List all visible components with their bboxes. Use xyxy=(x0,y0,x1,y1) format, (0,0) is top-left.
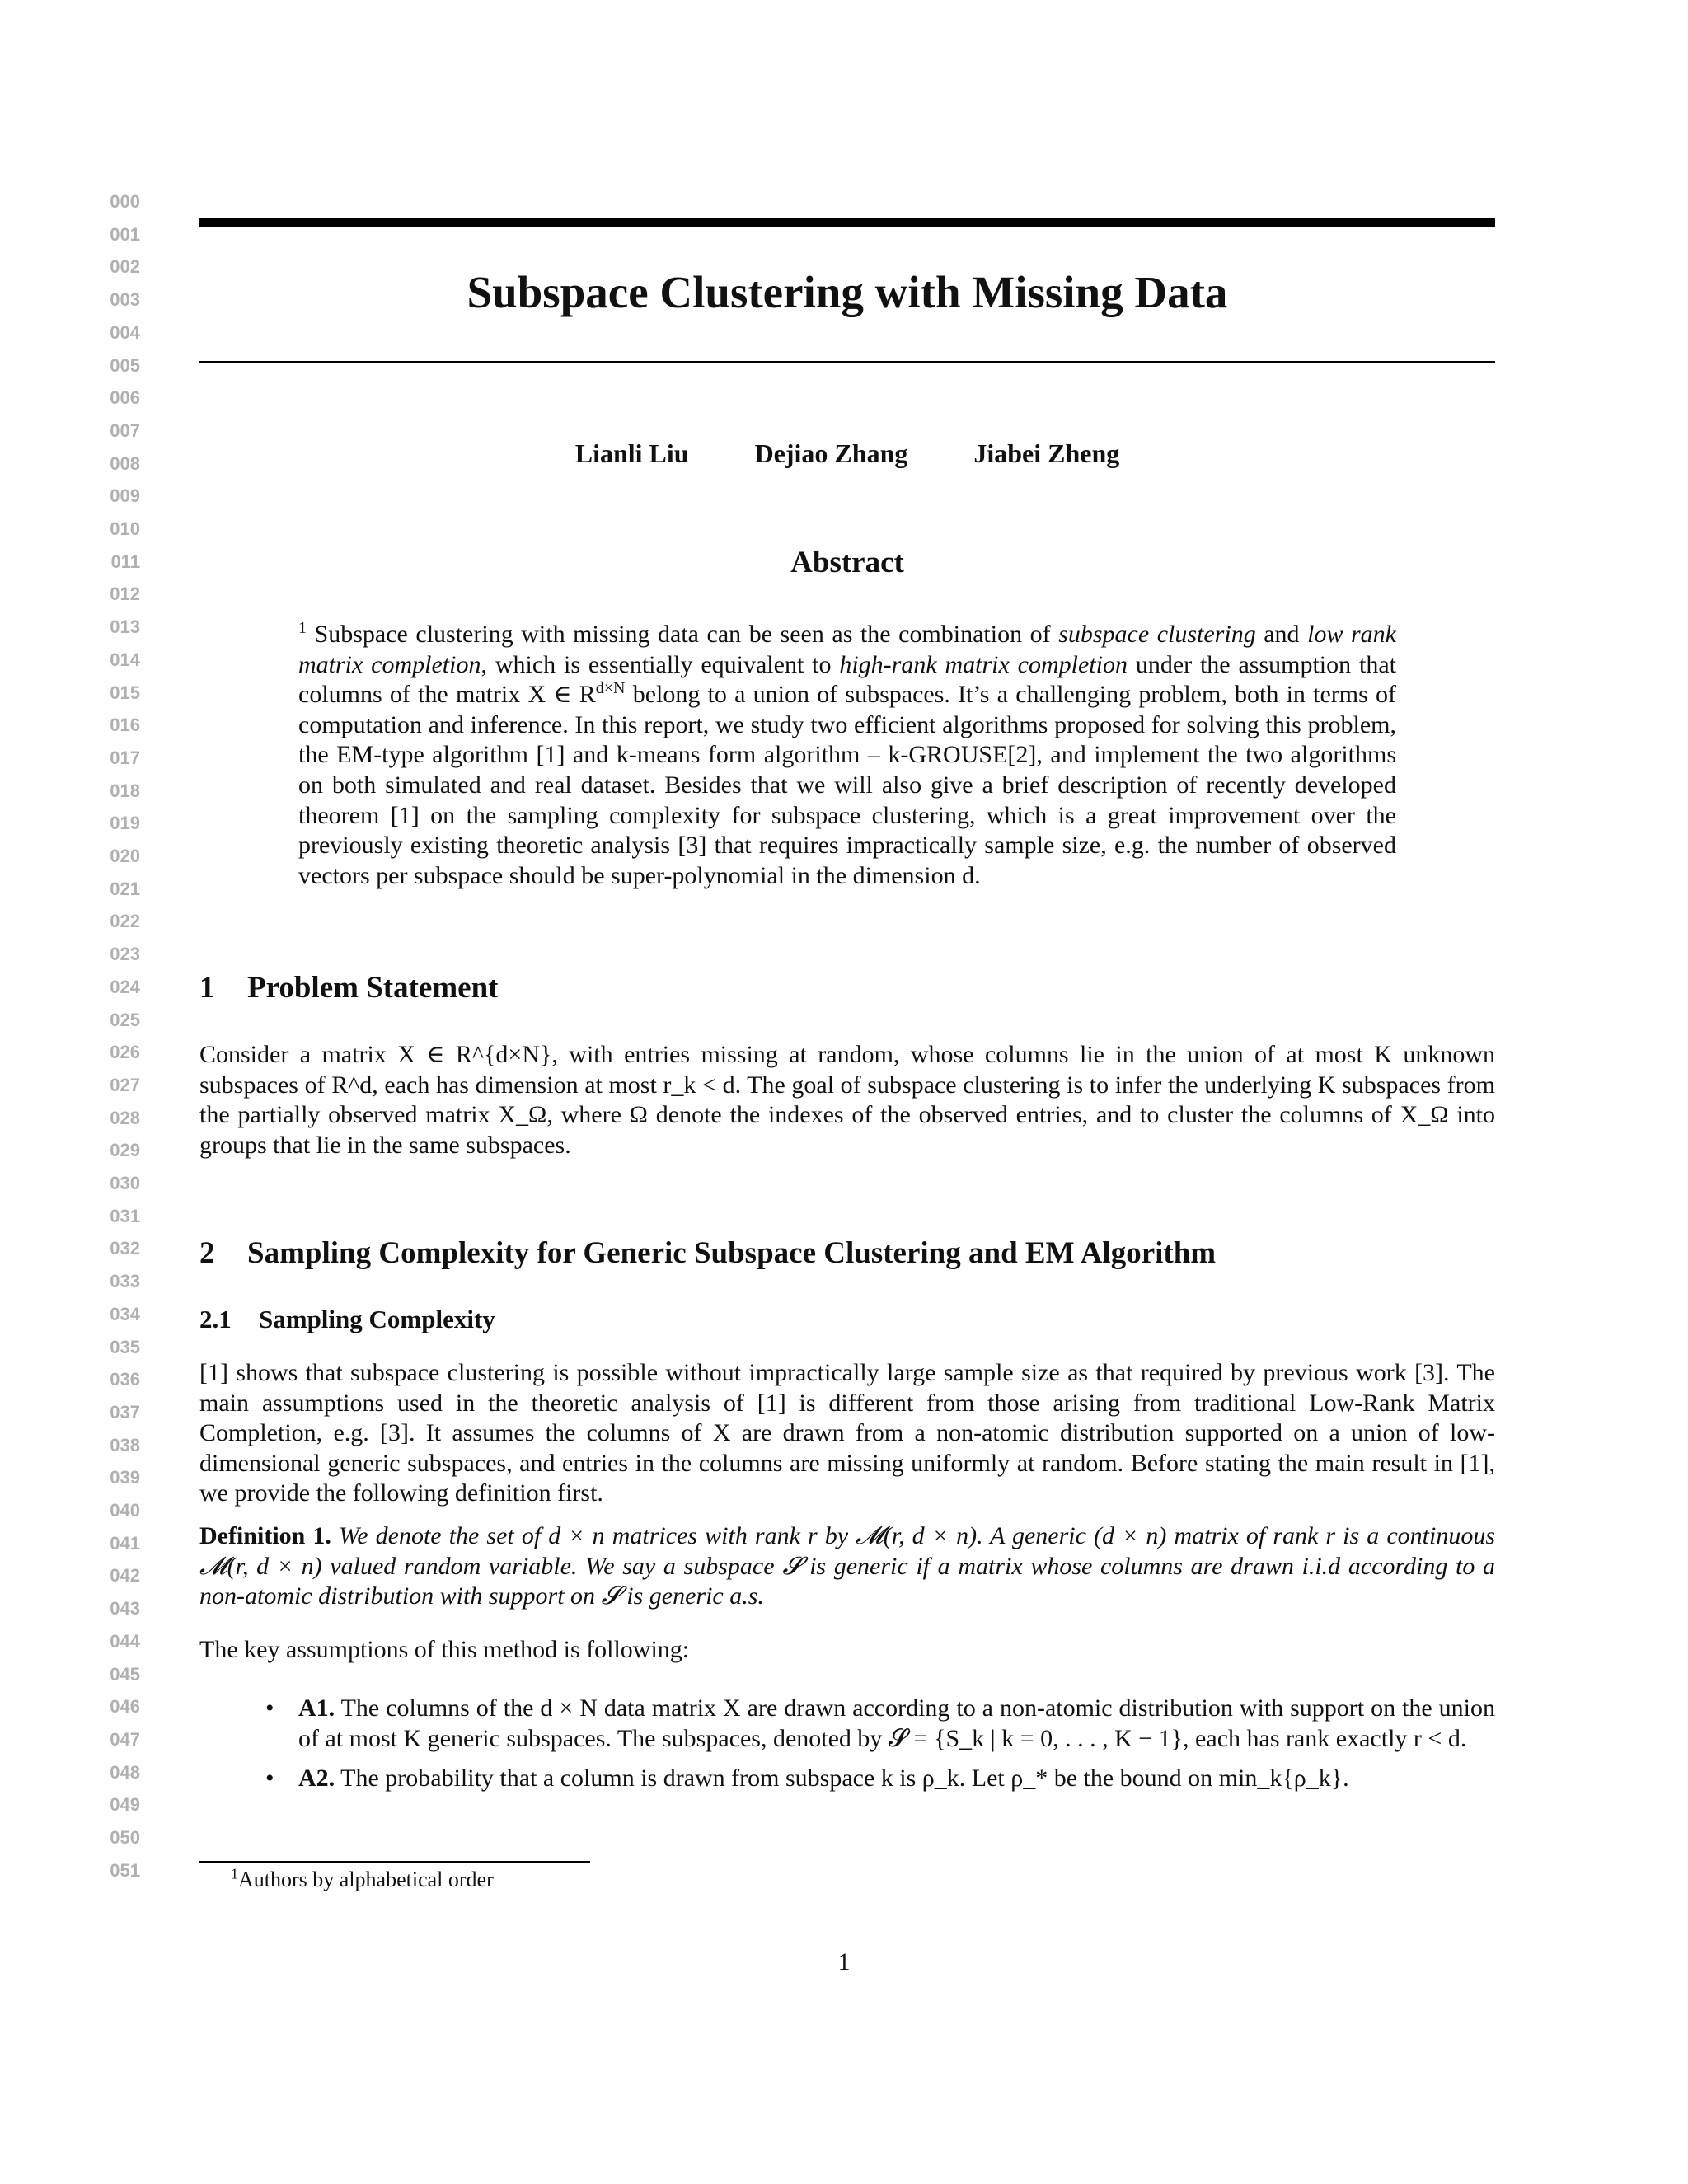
line-number: 040 xyxy=(110,1500,140,1521)
line-number: 027 xyxy=(110,1074,140,1095)
line-number: 044 xyxy=(110,1630,140,1652)
page-number: 1 xyxy=(837,1948,851,1975)
line-number: 006 xyxy=(110,387,140,409)
line-number: 018 xyxy=(110,780,140,801)
line-number: 021 xyxy=(110,878,140,899)
line-number: 033 xyxy=(110,1271,140,1292)
line-number: 000 xyxy=(110,191,140,212)
abstract-text: $^1$ Subspace clustering with missing data can be seen as the combination of subspace clustering and low rank matrix completion, which is essentially equivalent to high-rank matrix completion under the assumption that columns of the matrix X ∈ $R^{d\times N}$ belong to a union of subspaces. It’s a challenging problem, both in terms of computation and inference. In this report, we study two efficient algorithms proposed for solving this problem, the EM-type algorithm [1] and k-means form algorithm – k-GROUSE[2], and implement the two algorithms on both simulated and real dataset. Besides that we will also give a brief description of recently developed theorem [1] on the sampling complexity for subspace clustering, which is a great improvement over the previously existing theoretic analysis [3] that requires impractically sample size, e.g. the number of observed vectors per subspace should be super-polynomial in the dimension d. xyxy=(298,619,1396,889)
footnote: $^1$Authors by alphabetical order xyxy=(231,1865,494,1891)
author-list xyxy=(199,437,1495,470)
title-bottom-rule xyxy=(199,361,1495,363)
line-number: 010 xyxy=(110,518,140,539)
section-heading: 2 Sampling Complexity for Generic Subspace Clustering and EM Algorithm xyxy=(199,1236,1217,1270)
author-name: Jiabei Zheng xyxy=(973,438,1120,468)
list-item: • A2. The probability that a column is drawn from subspace k is ρ_k. Let ρ_* be the bound on min_k{ρ_k}. xyxy=(265,1765,1349,1793)
author-name: Lianli Liu xyxy=(574,438,689,468)
section-heading: 1 Problem Statement xyxy=(199,971,499,1005)
line-number: 042 xyxy=(110,1565,140,1586)
line-number: 001 xyxy=(110,223,140,245)
definition-block: Definition 1. We denote the set of d × n matrices with rank r by 𝓜(r, d × n). A generic (d × n) matrix of rank r is a continuous 𝓜(r, d × n) valued random variable. We say a subspace 𝓢 is generic if a matrix whose columns are drawn i.i.d according to a non-atomic distribution with support on 𝓢 is generic a.s. xyxy=(199,1522,1495,1610)
line-number: 036 xyxy=(110,1369,140,1390)
line-number: 013 xyxy=(110,616,140,638)
line-number: 028 xyxy=(110,1107,140,1128)
line-number: 005 xyxy=(110,354,140,376)
line-number: 023 xyxy=(110,944,140,965)
line-number: 020 xyxy=(110,846,140,866)
line-number: 043 xyxy=(110,1598,140,1619)
paper-title: Subspace Clustering with Missing Data xyxy=(467,267,1228,317)
assumption-list xyxy=(199,1694,1495,1794)
line-number: 007 xyxy=(110,419,140,441)
title-top-rule xyxy=(199,218,1495,227)
subsection-heading: 2.1 Sampling Complexity xyxy=(199,1305,495,1333)
line-number: 029 xyxy=(110,1140,140,1161)
line-number: 016 xyxy=(110,715,140,736)
line-number: 035 xyxy=(110,1336,140,1357)
line-number: 008 xyxy=(110,452,140,474)
line-number: 012 xyxy=(110,583,140,605)
line-number: 003 xyxy=(110,289,140,311)
author-name: Dejiao Zhang xyxy=(754,438,908,468)
line-number: 034 xyxy=(110,1303,140,1324)
abstract-heading: Abstract xyxy=(790,546,904,579)
line-number: 002 xyxy=(110,256,140,278)
line-number: 047 xyxy=(110,1728,140,1750)
line-number: 041 xyxy=(110,1532,140,1554)
line-number: 026 xyxy=(110,1042,140,1063)
line-number: 011 xyxy=(110,551,140,572)
subsection-paragraph: [1] shows that subspace clustering is possible without impractically large sample size as that required by previous work [3]. The main assumptions used in the theoretic analysis of [1] is different from those arising from traditional Low-Rank Matrix Completion, e.g. [3]. It assumes the columns of X are drawn from a non-atomic distribution supported on a union of low-dimensional generic subspaces, and entries in the columns are missing uniformly at random. Before stating the main result in [1], we provide the following definition first. xyxy=(199,1359,1495,1507)
line-number: 038 xyxy=(110,1434,140,1455)
line-number: 048 xyxy=(110,1761,140,1783)
line-number: 039 xyxy=(110,1467,140,1488)
line-number: 024 xyxy=(110,976,140,997)
line-number: 030 xyxy=(110,1173,140,1193)
line-number: 037 xyxy=(110,1401,140,1422)
line-number: 049 xyxy=(110,1794,140,1816)
line-number: 015 xyxy=(110,682,140,703)
section1-paragraph: Consider a matrix X ∈ R^{d×N}, with entries missing at random, whose columns lie in the union of at most K unknown subspaces of R^d, each has dimension at most r_k < d. The goal of subspace clustering is to infer the underlying K subspaces from the partially observed matrix X_Ω, where Ω denote the indexes of the observed entries, and to cluster the columns of X_Ω into groups that lie in the same subspaces. xyxy=(199,1041,1495,1159)
line-number: 019 xyxy=(110,813,140,834)
line-number: 014 xyxy=(110,649,140,670)
line-number: 025 xyxy=(110,1009,140,1030)
line-number: 009 xyxy=(110,485,140,507)
line-number: 051 xyxy=(110,1859,140,1881)
footnote-rule xyxy=(199,1861,590,1863)
footnote-marker: 1 xyxy=(298,619,307,637)
line-number: 032 xyxy=(110,1238,140,1259)
assumptions-intro: The key assumptions of this method is following: xyxy=(199,1636,690,1663)
list-item: • A1. The columns of the d × N data matrix X are drawn according to a non-atomic distribution with support on the union of at most K generic subspaces. The subspaces, denoted by 𝓢 = {S_k | k = 0, . . . , K − 1}, each has rank exactly r < d. xyxy=(265,1694,1495,1752)
line-number: 050 xyxy=(110,1827,140,1848)
line-number: 004 xyxy=(110,321,140,343)
line-number: 022 xyxy=(110,911,140,932)
line-number: 045 xyxy=(110,1663,140,1685)
line-number: 017 xyxy=(110,747,140,768)
line-number: 031 xyxy=(110,1205,140,1226)
line-number: 046 xyxy=(110,1696,140,1718)
